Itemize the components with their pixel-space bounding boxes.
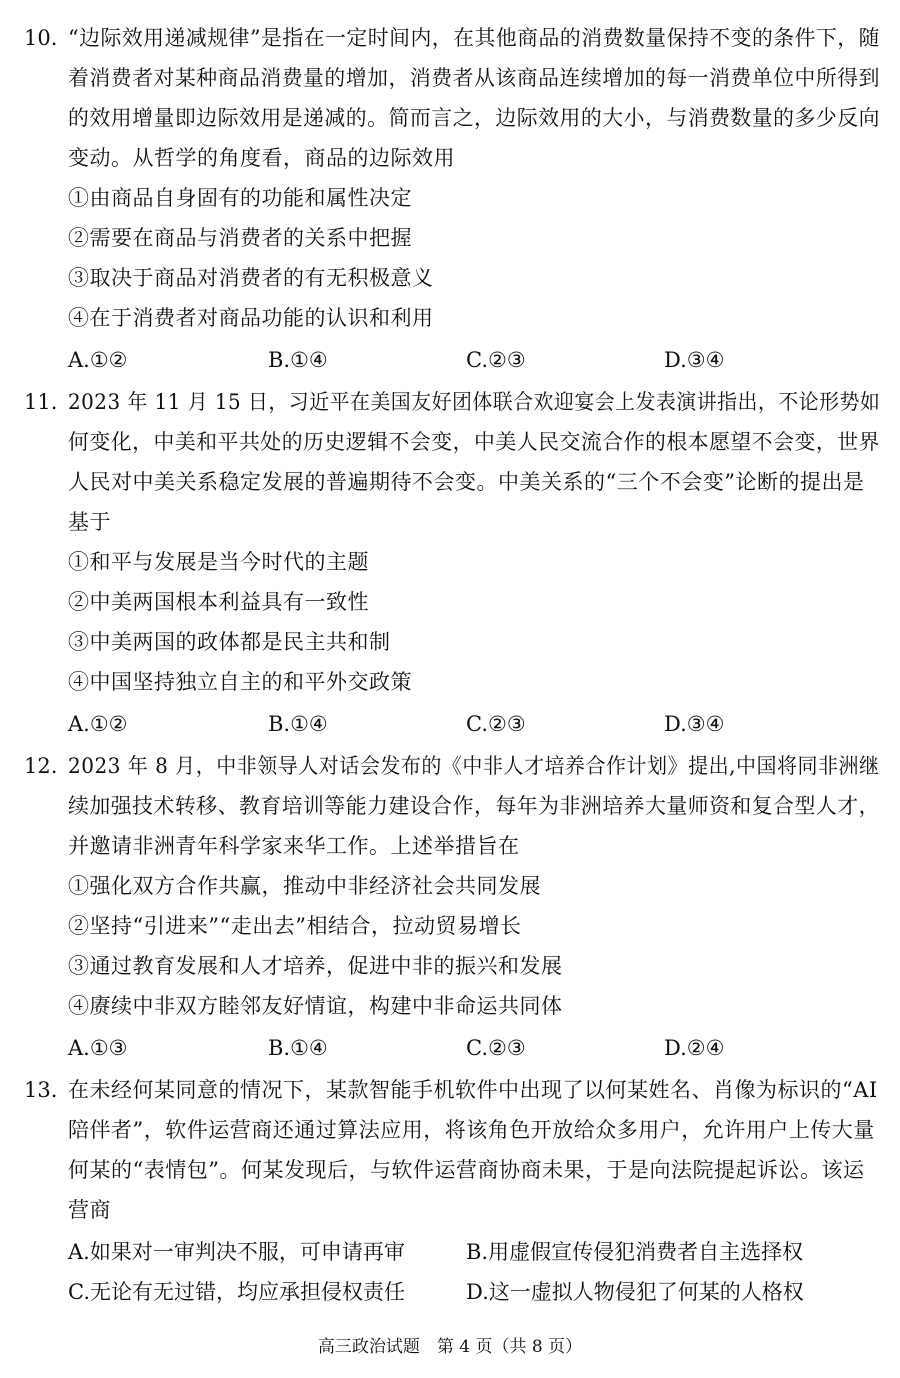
choice-d[interactable]: D.这一虚拟人物侵犯了何某的人格权 bbox=[466, 1280, 804, 1304]
question-stem-line: 基于 bbox=[68, 510, 111, 534]
statement-1: ①强化双方合作共赢，推动中非经济社会共同发展 bbox=[68, 874, 541, 898]
question-stem-line: 2023 年 8 月，中非领导人对话会发布的《中非人才培养合作计划》提出,中国将同非洲继 bbox=[68, 754, 880, 778]
statement-4: ④在于消费者对商品功能的认识和利用 bbox=[68, 306, 434, 330]
choice-c[interactable]: C.无论有无过错，均应承担侵权责任 bbox=[68, 1280, 405, 1304]
question-number: 10. bbox=[24, 26, 58, 50]
choice-a[interactable]: A.①② bbox=[68, 348, 128, 372]
question-stem-line: 并邀请非洲青年科学家来华工作。上述举措旨在 bbox=[68, 834, 520, 858]
question-stem-line: 着消费者对某种商品消费量的增加，消费者从该商品连续增加的每一消费单位中所得到 bbox=[68, 66, 881, 90]
question-number: 12. bbox=[24, 754, 58, 778]
statement-3: ③中美两国的政体都是民主共和制 bbox=[68, 630, 391, 654]
question-number: 13. bbox=[24, 1078, 58, 1102]
question-number: 11. bbox=[24, 390, 58, 414]
choice-c[interactable]: C.②③ bbox=[466, 712, 526, 736]
choice-a[interactable]: A.①③ bbox=[68, 1036, 128, 1060]
choice-d[interactable]: D.②④ bbox=[664, 1036, 725, 1060]
choice-a[interactable]: A.①② bbox=[68, 712, 128, 736]
statement-3: ③取决于商品对消费者的有无积极意义 bbox=[68, 266, 434, 290]
statement-3: ③通过教育发展和人才培养，促进中非的振兴和发展 bbox=[68, 954, 563, 978]
choice-b[interactable]: B.①④ bbox=[268, 348, 328, 372]
question-stem-line: 在未经何某同意的情况下，某款智能手机软件中出现了以何某姓名、肖像为标识的“AI bbox=[68, 1078, 878, 1102]
question-stem-line: 2023 年 11 月 15 日，习近平在美国友好团体联合欢迎宴会上发表演讲指出，不论形势如 bbox=[68, 390, 881, 414]
choice-d[interactable]: D.③④ bbox=[664, 348, 725, 372]
statement-4: ④中国坚持独立自主的和平外交政策 bbox=[68, 670, 412, 694]
statement-2: ②中美两国根本利益具有一致性 bbox=[68, 590, 369, 614]
statement-1: ①和平与发展是当今时代的主题 bbox=[68, 550, 369, 574]
choice-d[interactable]: D.③④ bbox=[664, 712, 725, 736]
question-stem-line: 何某的“表情包”。何某发现后，与软件运营商协商未果，于是向法院提起诉讼。该运 bbox=[68, 1158, 865, 1182]
choice-c[interactable]: C.②③ bbox=[466, 1036, 526, 1060]
choice-a[interactable]: A.如果对一审判决不服，可申请再审 bbox=[68, 1240, 405, 1264]
question-stem-line: 的效用增量即边际效用是递减的。简而言之，边际效用的大小，与消费数量的多少反向 bbox=[68, 106, 881, 130]
question-stem-line: 营商 bbox=[68, 1198, 111, 1222]
question-stem-line: 续加强技术转移、教育培训等能力建设合作，每年为非洲培养大量师资和复合型人才， bbox=[68, 794, 881, 818]
question-stem-line: 变动。从哲学的角度看，商品的边际效用 bbox=[68, 146, 455, 170]
question-stem-line: 陪伴者”，软件运营商还通过算法应用，将该角色开放给众多用户，允许用户上传大量 bbox=[68, 1118, 875, 1142]
statement-1: ①由商品自身固有的功能和属性决定 bbox=[68, 186, 412, 210]
choice-b[interactable]: B.①④ bbox=[268, 712, 328, 736]
question-stem-line: “边际效用递减规律”是指在一定时间内，在其他商品的消费数量保持不变的条件下，随 bbox=[68, 26, 880, 50]
question-stem-line: 何变化，中美和平共处的历史逻辑不会变，中美人民交流合作的根本愿望不会变，世界 bbox=[68, 430, 881, 454]
page-footer: 高三政治试题 第 4 页（共 8 页） bbox=[317, 1337, 583, 1357]
statement-2: ②坚持“引进来”“走出去”相结合，拉动贸易增长 bbox=[68, 914, 522, 938]
question-stem-line: 人民对中美关系稳定发展的普遍期待不会变。中美关系的“三个不会变”论断的提出是 bbox=[68, 470, 865, 494]
choice-b[interactable]: B.用虚假宣传侵犯消费者自主选择权 bbox=[466, 1240, 804, 1264]
choice-c[interactable]: C.②③ bbox=[466, 348, 526, 372]
statement-2: ②需要在商品与消费者的关系中把握 bbox=[68, 226, 412, 250]
choice-b[interactable]: B.①④ bbox=[268, 1036, 328, 1060]
statement-4: ④赓续中非双方睦邻友好情谊，构建中非命运共同体 bbox=[68, 994, 563, 1018]
